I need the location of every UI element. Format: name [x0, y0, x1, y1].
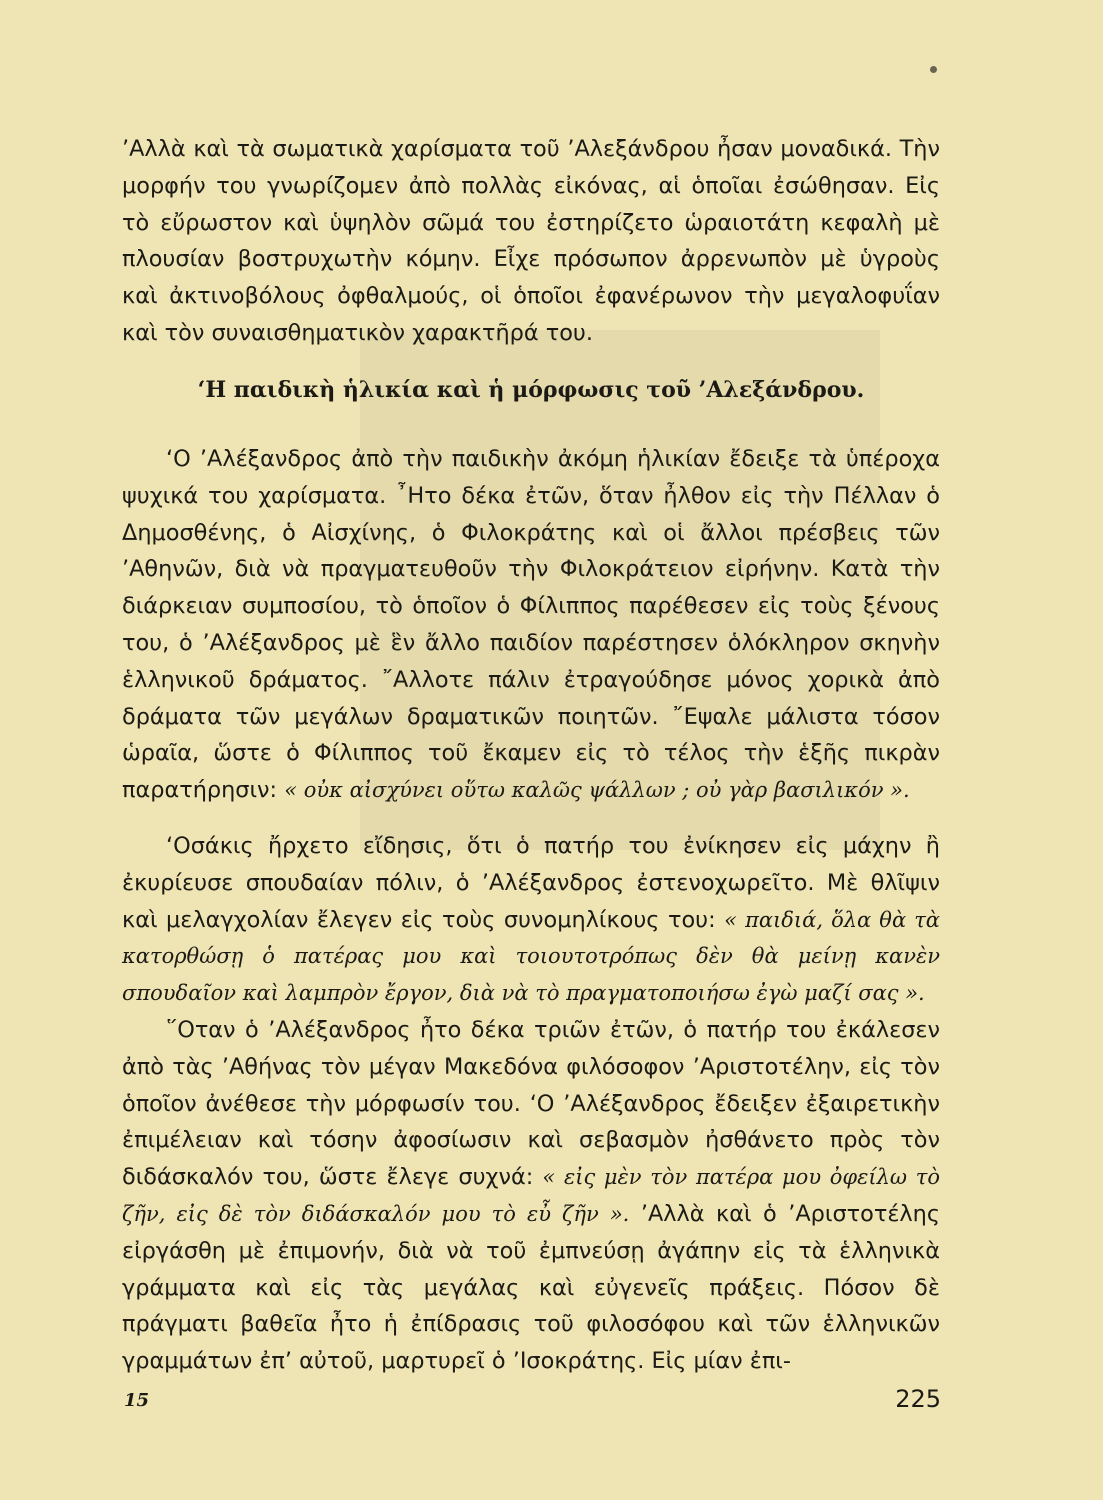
paragraph-childhood [122, 441, 940, 809]
paragraph-physical-gifts: ’Αλλὰ καὶ τὰ σωματικὰ χαρίσματα τοῦ ’Αλεξάνδρου ἦσαν μοναδικά. Τὴν μορφήν του γνωρίζομεν ἀπὸ πολλὰς εἰκόνας, αἱ ὁποῖαι ἐσώθησαν. Εἰς τὸ εὔρωστον καὶ ὑψηλὸν σῶμά του ἐστηρίζετο ὡραιοτάτη κεφαλὴ μὲ πλουσίαν βοστρυχωτὴν κόμην. Εἶχε πρόσωπον ἀρρενωπὸν μὲ ὑγροὺς καὶ ἀκτινοβόλους ὀφθαλμούς, οἱ ὁποῖοι ἐφανέρωνον τὴν μεγαλοφυΐαν καὶ τὸν συναισθηματικὸν χαρακτῆρά του. [122, 136, 940, 346]
signature-mark: 15 [124, 1390, 150, 1411]
paragraph-aristotle [122, 1012, 940, 1380]
alexander-quote: « παιδιά, ὅλα θὰ τὰ κατορθώσῃ ὁ πατέρας μου καὶ τοιουτοτρόπως δὲν θὰ μείνῃ κανὲν σπουδαῖον καὶ λαμπρὸν ἔργον, διὰ νὰ τὸ πραγματοποιήσω ἐγὼ μαζί σας ». [122, 907, 940, 1006]
ink-speck [930, 66, 937, 73]
philip-quote: « οὐκ αἰσχύνει οὕτω καλῶς ψάλλων ; οὐ γὰρ βασιλικόν ». [284, 778, 910, 803]
teacher-quote: « εἰς μὲν τὸν πατέρα μου ὀφείλω τὸ ζῆν, εἰς δὲ τὸν διδάσκαλόν μου τὸ εὖ ζῆν ». [122, 1165, 940, 1226]
paragraph-victories [122, 828, 940, 1012]
paragraph-text: ‘Ο ’Αλέξανδρος ἀπὸ τὴν παιδικὴν ἀκόμη ἡλικίαν ἔδειξε τὰ ὑπέροχα ψυχικά του χαρίσματα. ῏Ητο δέκα ἐτῶν, ὅταν ἦλθον εἰς τὴν Πέλλαν ὁ Δημοσθένης, ὁ Αἰσχίνης, ὁ Φιλοκράτης καὶ οἱ ἄλλοι πρέσβεις τῶν ’Αθηνῶν, διὰ νὰ πραγματευθοῦν τὴν Φιλοκράτειον εἰρήνην. Κατὰ τὴν διάρκειαν συμποσίου, τὸ ὁποῖον ὁ Φίλιππος παρέθεσεν εἰς τοὺς ξένους του, ὁ ’Αλέξανδρος μὲ ἓν ἄλλο παιδίον παρέστησεν ὁλόκληρον σκηνὴν ἑλληνικοῦ δράματος. ῎Αλλοτε πάλιν ἐτραγούδησε μόνος χορικὰ ἀπὸ δράματα τῶν μεγάλων δραματικῶν ποιητῶν. ῎Εψαλε μάλιστα τόσον ὡραῖα, ὥστε ὁ Φίλιππος τοῦ ἔκαμεν εἰς τὸ τέλος τὴν ἑξῆς πικρὰν παρατήρησιν: [122, 446, 940, 804]
paragraph-end: ’Αλλὰ καὶ ὁ ’Αριστοτέλης εἰργάσθη μὲ ἐπιμονήν, διὰ νὰ τοῦ ἐμπνεύσῃ ἀγάπην εἰς τὰ ἑλληνικὰ γράμματα καὶ εἰς τὰς μεγάλας καὶ εὐγενεῖς πράξεις. Πόσον δὲ πράγματι βαθεῖα ἦτο ἡ ἐπίδρασις τοῦ φιλοσόφου καὶ τῶν ἑλληνικῶν γραμμάτων ἐπ’ αὐτοῦ, μαρτυρεῖ ὁ ’Ισοκράτης. Εἰς μίαν ἐπι- [122, 1200, 941, 1375]
section-heading: ‘Η παιδικὴ ἡλικία καὶ ἡ μόρφωσις τοῦ ’Αλεξάνδρου. [197, 377, 865, 403]
page-number: 225 [895, 1385, 941, 1413]
paragraph-text: ῞Οταν ὁ ’Αλέξανδρος ἦτο δέκα τριῶν ἐτῶν, ὁ πατήρ του ἐκάλεσεν ἀπὸ τὰς ’Αθήνας τὸν μέγαν Μακεδόνα φιλόσοφον ’Αριστοτέλην, εἰς τὸν ὁποῖον ἀνέθεσε τὴν μόρφωσίν του. ‘Ο ’Αλέξανδρος ἔδειξεν ἐξαιρετικὴν ἐπιμέλειαν καὶ τόσην ἀφοσίωσιν καὶ σεβασμὸν ἠσθάνετο πρὸς τὸν διδάσκαλόν του, ὥστε ἔλεγε συχνά: [122, 1017, 940, 1191]
paragraph-text: ‘Οσάκις ἤρχετο εἴδησις, ὅτι ὁ πατήρ του ἐνίκησεν εἰς μάχην ἢ ἐκυρίευσε σπουδαίαν πόλιν, ὁ ’Αλέξανδρος ἐστενοχωρεῖτο. Μὲ θλῖψιν καὶ μελαγχολίαν ἔλεγεν εἰς τοὺς συνομηλίκους του: [122, 833, 940, 933]
